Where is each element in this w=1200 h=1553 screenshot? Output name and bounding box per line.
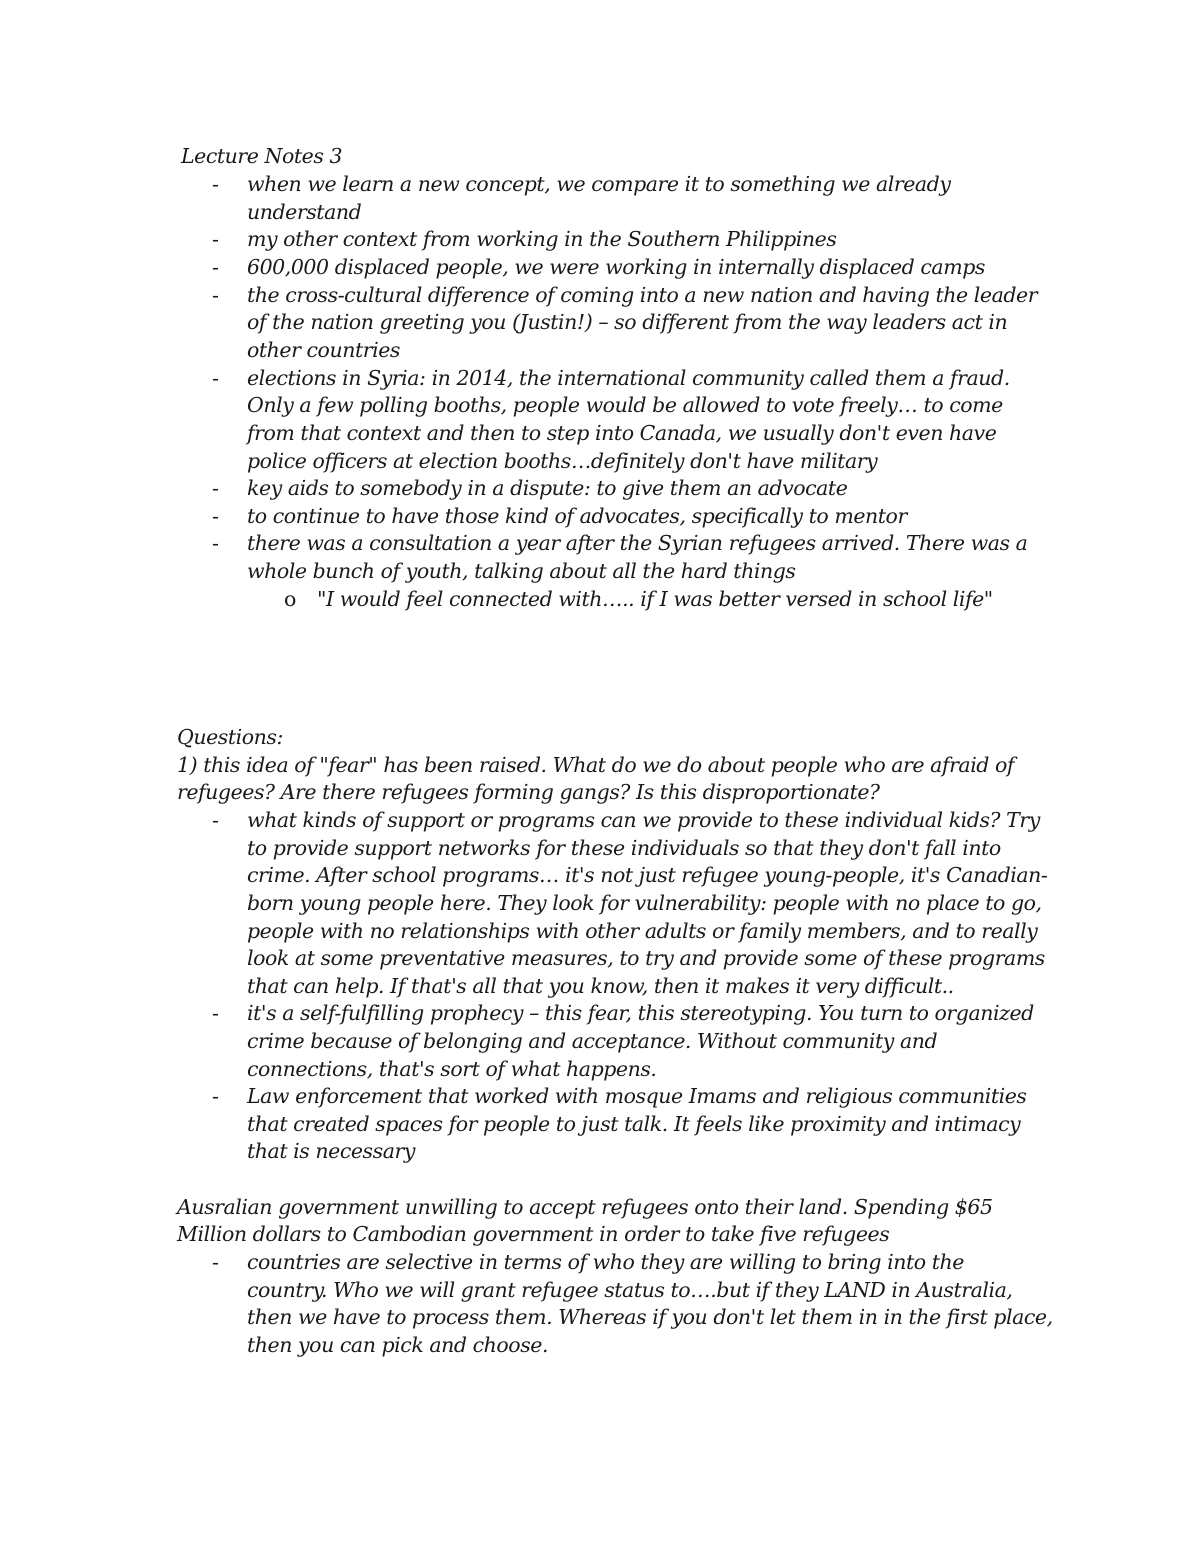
document-title: Lecture Notes 3 [181,144,343,168]
list-item-line: look at some preventative measures, to try and provide some of these programs [247,946,1045,970]
list-item-line: key aids to somebody in a dispute: to give them an advocate [247,476,848,500]
dash-marker: - [212,172,219,196]
dash-marker: - [212,227,219,251]
paragraph-line: Million dollars to Cambodian government in order to take five refugees [177,1222,890,1246]
list-item-line: people with no relationships with other adults or family members, and to really [247,919,1038,943]
list-item-line: my other context from working in the Southern Philippines [247,227,837,251]
list-item-line: what kinds of support or programs can we provide to these individual kids? Try [247,808,1040,832]
sub-list-item: "I would feel connected with….. if I was better versed in school life" [317,587,993,611]
list-item-line: elections in Syria: in 2014, the international community called them a fraud. [247,366,1010,390]
list-item-line: to provide support networks for these individuals so that they don't fall into [247,836,1001,860]
list-item-line: crime. After school programs… it's not just refugee young-people, it's Canadian- [247,863,1048,887]
list-item-line: that created spaces for people to just talk. It feels like proximity and intimacy [247,1112,1021,1136]
sub-bullet-marker: o [284,587,297,611]
list-item-line: the cross-cultural difference of coming into a new nation and having the leader [247,283,1038,307]
list-item-line: from that context and then to step into Canada, we usually don't even have [247,421,997,445]
list-item-line: whole bunch of youth, talking about all the hard things [247,559,796,583]
dash-marker: - [212,531,219,555]
dash-marker: - [212,1084,219,1108]
list-item-line: born young people here. They look for vulnerability: people with no place to go, [247,891,1042,915]
list-item-line: connections, that's sort of what happens. [247,1057,657,1081]
dash-marker: - [212,504,219,528]
list-item-line: then we have to process them. Whereas if you don't let them in in the first place, [247,1305,1053,1329]
list-item-line: crime because of belonging and acceptance. Without community and [247,1029,938,1053]
list-item-line: other countries [247,338,400,362]
questions-heading: Questions: [177,725,283,749]
paragraph-line: Ausralian government unwilling to accept refugees onto their land. Spending $65 [177,1195,993,1219]
list-item-line: countries are selective in terms of who they are willing to bring into the [247,1250,964,1274]
question-1-line: refugees? Are there refugees forming gangs? Is this disproportionate? [177,780,880,804]
dash-marker: - [212,1001,219,1025]
dash-marker: - [212,283,219,307]
list-item-line: to continue to have those kind of advocates, specifically to mentor [247,504,907,528]
dash-marker: - [212,255,219,279]
list-item-line: police officers at election booths…definitely don't have military [247,449,878,473]
question-1-line: 1) this idea of "fear" has been raised. What do we do about people who are afraid of [177,753,1015,777]
list-item-line: Only a few polling booths, people would be allowed to vote freely… to come [247,393,1003,417]
list-item-line: when we learn a new concept, we compare it to something we already [247,172,951,196]
dash-marker: - [212,1250,219,1274]
list-item-line: 600,000 displaced people, we were working in internally displaced camps [247,255,985,279]
list-item-line: then you can pick and choose. [247,1333,549,1357]
dash-marker: - [212,476,219,500]
list-item-line: that is necessary [247,1139,415,1163]
list-item-line: of the nation greeting you (Justin!) – so different from the way leaders act in [247,310,1008,334]
dash-marker: - [212,808,219,832]
list-item-line: that can help. If that's all that you know, then it makes it very difficult.. [247,974,954,998]
list-item-line: it's a self-fulfilling prophecy – this fear, this stereotyping. You turn to organized [247,1001,1034,1025]
list-item-line: understand [247,200,362,224]
list-item-line: Law enforcement that worked with mosque Imams and religious communities [247,1084,1027,1108]
list-item-line: country. Who we will grant refugee status to….but if they LAND in Australia, [247,1278,1013,1302]
dash-marker: - [212,366,219,390]
list-item-line: there was a consultation a year after the Syrian refugees arrived. There was a [247,531,1028,555]
